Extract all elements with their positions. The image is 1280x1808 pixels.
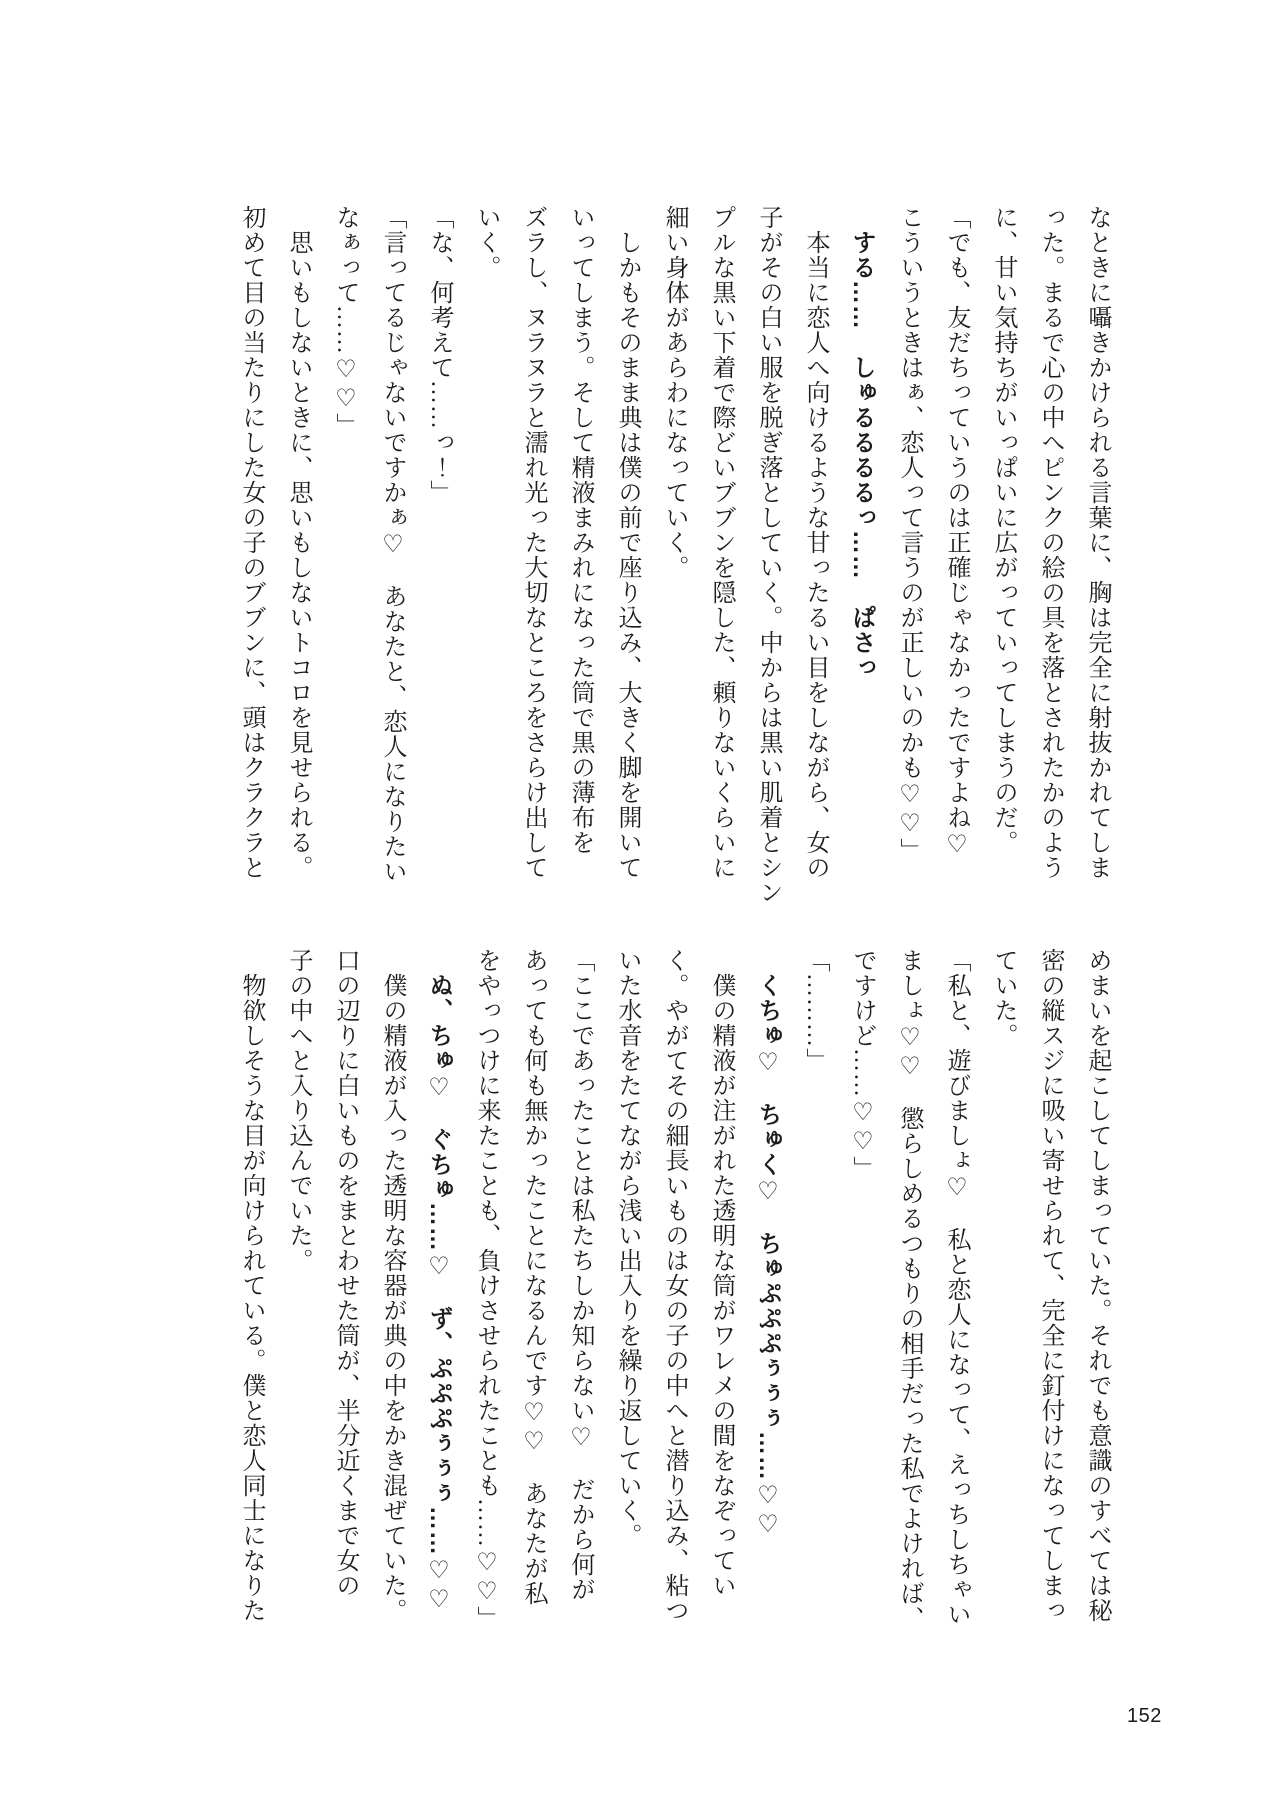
text-block-top: [220, 205, 1120, 907]
text-line: 口の辺りに白いものをまとわせた筒が、半分近くまで女の: [332, 948, 358, 1598]
text-line: なときに囁きかけられる言葉に、胸は完全に射抜かれてしま: [1084, 205, 1110, 880]
text-line: 思いもしないときに、思いもしないトコロを見せられる。: [285, 230, 311, 880]
text-block-bottom: [220, 948, 1120, 1650]
text-line: 僕の精液が入った透明な容器が典の中をかき混ぜていた。: [379, 973, 405, 1623]
text-line: くちゅ♡ ちゅく♡ ちゅぷぷぷぅぅぅ……♡♡: [754, 973, 781, 1539]
text-line: 物欲しそうな目が向けられている。僕と恋人同士になりた: [238, 973, 264, 1623]
text-line: ですけど……♡♡」: [849, 948, 875, 1181]
text-line: 子がその白い服を脱ぎ落としていく。中からは黒い肌着とシン: [755, 205, 781, 905]
text-line: こういうときはぁ、恋人って言うのが正しいのかも♡♡」: [896, 205, 922, 863]
text-line: ていた。: [990, 948, 1016, 1048]
text-line: 「………」: [802, 948, 828, 1073]
text-line: 「ここであったことは私たちしか知らない♡ だから何が: [567, 948, 593, 1602]
text-line: なぁって……♡♡」: [332, 205, 358, 438]
page-number: 152: [1127, 1705, 1162, 1727]
text-line: 「でも、友だちっていうのは正確じゃなかったですよね♡: [943, 205, 969, 859]
text-line: 本当に恋人へ向けるような甘ったるい目をしながら、女の: [802, 230, 828, 880]
text-line: 「言ってるじゃないですかぁ♡ あなたと、恋人になりたい: [379, 205, 405, 884]
text-line: く。やがてその細長いものは女の子の中へと潜り込み、粘つ: [661, 948, 687, 1623]
text-line: 「私と、遊びましょ♡ 私と恋人になって、えっちしちゃい: [943, 948, 969, 1627]
text-line: あっても何も無かったことになるんです♡♡ あなたが私: [520, 948, 546, 1606]
text-line: する…… しゅるるるるっ…… ぱさっ: [848, 230, 875, 680]
text-line: ぬ、ちゅ♡ ぐちゅ……♡ ず、ぷぷぷぅぅぅ……♡♡: [425, 973, 452, 1614]
text-line: ズラし、ヌラヌラと濡れ光った大切なところをさらけ出して: [520, 205, 546, 880]
text-line: 初めて目の当たりにした女の子のブブンに、頭はクラクラと: [238, 205, 264, 880]
text-line: いく。: [473, 205, 499, 280]
text-line: めまいを起こしてしまっていた。それでも意識のすべては秘: [1084, 948, 1110, 1623]
text-line: ましょ♡♡ 懲らしめるつもりの相手だった私でよければ、: [896, 948, 922, 1631]
text-line: いってしまう。そして精液まみれになった筒で黒の薄布を: [567, 205, 593, 855]
text-line: 子の中へと入り込んでいた。: [285, 948, 311, 1273]
text-line: しかもそのまま典は僕の前で座り込み、大きく脚を開いて: [614, 230, 640, 880]
text-line: 「な、何考えて……っ！」: [426, 205, 452, 505]
text-line: った。まるで心の中へピンクの絵の具を落とされたかのよう: [1037, 205, 1063, 880]
text-line: プルな黒い下着で際どいブブンを隠した、頼りないくらいに: [708, 205, 734, 880]
text-line: をやっつけに来たことも、負けさせられたことも……♡♡」: [473, 948, 499, 1631]
text-line: 密の縦スジに吸い寄せられて、完全に釘付けになってしまっ: [1037, 948, 1063, 1623]
text-line: いた水音をたてながら浅い出入りを繰り返していく。: [614, 948, 640, 1548]
text-line: 僕の精液が注がれた透明な筒がワレメの間をなぞってい: [708, 973, 734, 1598]
text-line: に、甘い気持ちがいっぱいに広がっていってしまうのだ。: [990, 205, 1016, 855]
text-line: 細い身体があらわになっていく。: [661, 205, 687, 580]
